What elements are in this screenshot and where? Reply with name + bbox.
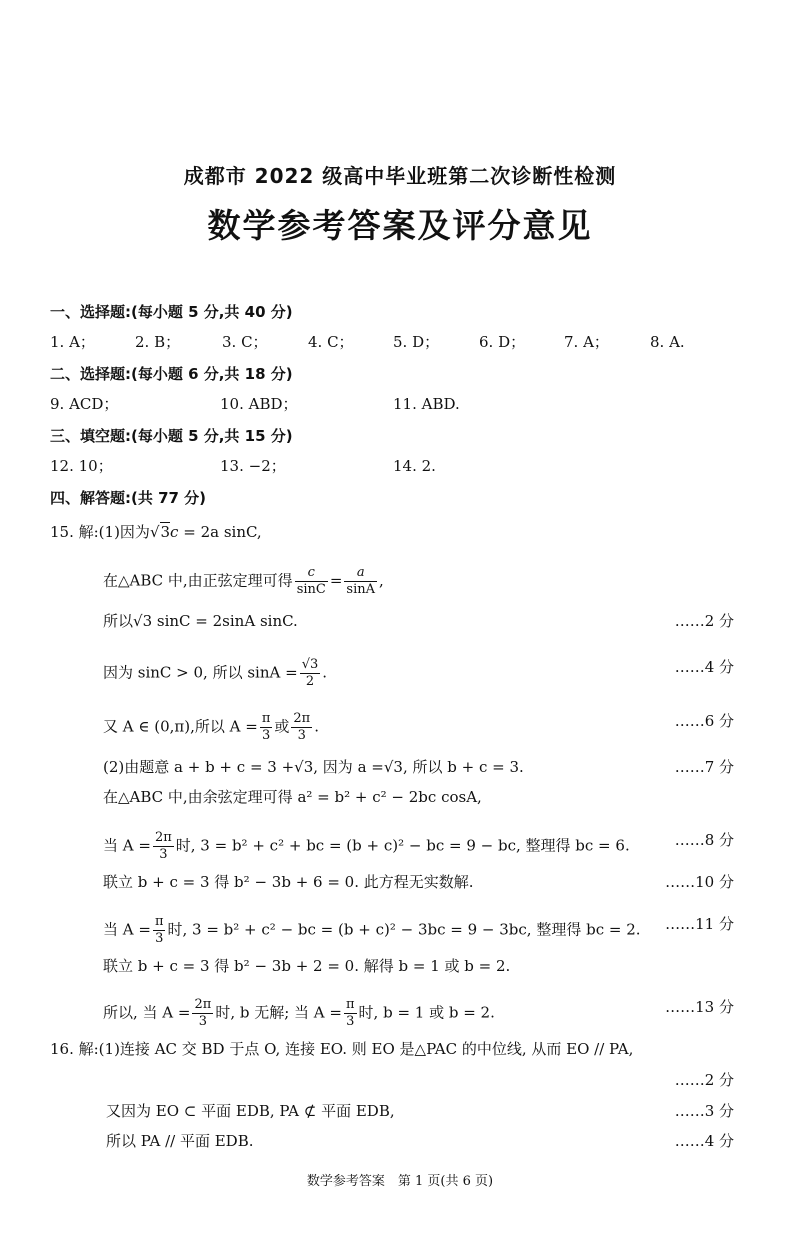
text: , 因为 a = — [313, 758, 384, 776]
var-c: c — [170, 523, 179, 541]
text: 又 A ∈ (0,π),所以 A = — [103, 717, 258, 736]
score-label: ……11 分 — [665, 915, 734, 933]
score-label: ……3 分 — [674, 1102, 734, 1120]
text: = — [329, 571, 343, 590]
answer-2: 2. B； — [135, 333, 181, 351]
sqrt3: √3 — [294, 758, 314, 776]
fraction: $\frac{c}{\sin C}$ — [296, 565, 326, 597]
answer-7: 7. A； — [564, 333, 609, 351]
score-label: ……2 分 — [674, 612, 734, 630]
q16-line-2: 又因为 EO ⊂ 平面 EDB, PA ⊄ 平面 EDB, — [106, 1102, 395, 1120]
text: 或 — [274, 717, 290, 736]
text: 在△ABC 中,由正弦定理可得 — [103, 571, 293, 590]
score-label: ……6 分 — [674, 712, 734, 730]
section-heading-3: 三、填空题:(每小题 5 分,共 15 分) — [50, 427, 293, 445]
text: 所以 — [103, 612, 134, 630]
q15-line-12 — [103, 997, 495, 1030]
text: 时, b 无解; 当 A = — [215, 1003, 342, 1022]
score-label: ……8 分 — [674, 831, 734, 849]
sqrt3: √3 — [133, 612, 153, 630]
score-label: ……2 分 — [674, 1071, 734, 1089]
fraction: $\frac{\pi}{3}$ — [345, 997, 355, 1029]
fraction: $\frac{2\pi}{3}$ — [154, 830, 172, 862]
text: . — [314, 717, 319, 736]
q15-line-6 — [103, 757, 524, 777]
answer-6: 6. D； — [479, 333, 526, 351]
text: 因为 sinC > 0, 所以 sinA = — [103, 663, 298, 682]
section-heading-4: 四、解答题:(共 77 分) — [50, 489, 207, 507]
section-heading-1: 一、选择题:(每小题 5 分,共 40 分) — [50, 303, 293, 321]
text: (2)由题意 a + b + c = 3 + — [103, 758, 295, 776]
score-label: ……4 分 — [674, 1132, 734, 1150]
text: 时, 3 = b² + c² − bc = (b + c)² − 3bc = 9 − 3bc, 整理得 bc = 2. — [167, 920, 641, 939]
q15-line-10 — [103, 914, 641, 947]
q15-line-7: 在△ABC 中,由余弦定理可得 a² = b² + c² − 2bc cosA, — [103, 788, 482, 806]
q15-line-5 — [103, 711, 319, 744]
sqrt3: √3 — [149, 523, 171, 541]
q15-line-4 — [103, 657, 327, 690]
text: 当 A = — [103, 836, 151, 855]
q15-line-1 — [50, 522, 262, 542]
answer-13: 13. −2； — [220, 457, 286, 475]
answer-1: 1. A； — [50, 333, 95, 351]
q16-line-1: 16. 解:(1)连接 AC 交 BD 于点 O, 连接 EO. 则 EO 是△PAC 的中位线, 从而 EO // PA, — [50, 1040, 634, 1058]
q15-line-9: 联立 b + c = 3 得 b² − 3b + 6 = 0. 此方程无实数解. — [103, 873, 474, 891]
fraction: $\frac{\pi}{3}$ — [154, 914, 164, 946]
answer-9: 9. ACD； — [50, 395, 119, 413]
text: , — [379, 571, 384, 590]
fraction: $\frac{2\pi}{3}$ — [293, 711, 311, 743]
answer-14: 14. 2. — [393, 457, 436, 475]
text: , 所以 b + c = 3. — [402, 758, 524, 776]
text: . — [322, 663, 328, 682]
q15-line-3 — [103, 611, 298, 631]
q15-line-11: 联立 b + c = 3 得 b² − 3b + 2 = 0. 解得 b = 1 或 b = 2. — [103, 957, 511, 975]
section-heading-2: 二、选择题:(每小题 6 分,共 18 分) — [50, 365, 293, 383]
text: 时, 3 = b² + c² + bc = (b + c)² − bc = 9 − bc, 整理得 bc = 6. — [175, 836, 630, 855]
page-title: 数学参考答案及评分意见 — [207, 206, 593, 245]
answer-5: 5. D； — [393, 333, 440, 351]
page-footer: 数学参考答案 第 1 页(共 6 页) — [306, 1174, 494, 1189]
answer-3: 3. C； — [222, 333, 268, 351]
score-label: ……7 分 — [674, 758, 734, 776]
text: 时, b = 1 或 b = 2. — [358, 1003, 495, 1022]
q15-line-2 — [103, 565, 384, 598]
answer-11: 11. ABD. — [393, 395, 460, 413]
answer-10: 10. ABD； — [220, 395, 298, 413]
text: 当 A = — [103, 920, 151, 939]
fraction: $\frac{2\pi}{3}$ — [194, 997, 212, 1029]
score-label: ……10 分 — [665, 873, 734, 891]
score-label: ……4 分 — [674, 658, 734, 676]
eq-text: = 2a sinC, — [183, 523, 262, 541]
exam-title: 成都市 2022 级高中毕业班第二次诊断性检测 — [183, 164, 617, 188]
fraction: $\frac{a}{\sin A}$ — [346, 565, 376, 597]
q15-line-8 — [103, 830, 630, 863]
answer-12: 12. 10； — [50, 457, 113, 475]
text: 所以, 当 A = — [103, 1003, 191, 1022]
q16-line-3: 所以 PA // 平面 EDB. — [106, 1132, 254, 1150]
sqrt3: √3 — [383, 758, 403, 776]
q15-intro: 15. 解:(1)因为 — [50, 523, 150, 541]
text: sinC = 2sinA sinC. — [156, 612, 298, 630]
score-label: ……13 分 — [665, 998, 734, 1016]
fraction: $\frac{√3}{2}$ — [301, 657, 319, 689]
answer-4: 4. C； — [308, 333, 354, 351]
fraction: $\frac{\pi}{3}$ — [261, 711, 271, 743]
answer-8: 8. A. — [650, 333, 685, 351]
